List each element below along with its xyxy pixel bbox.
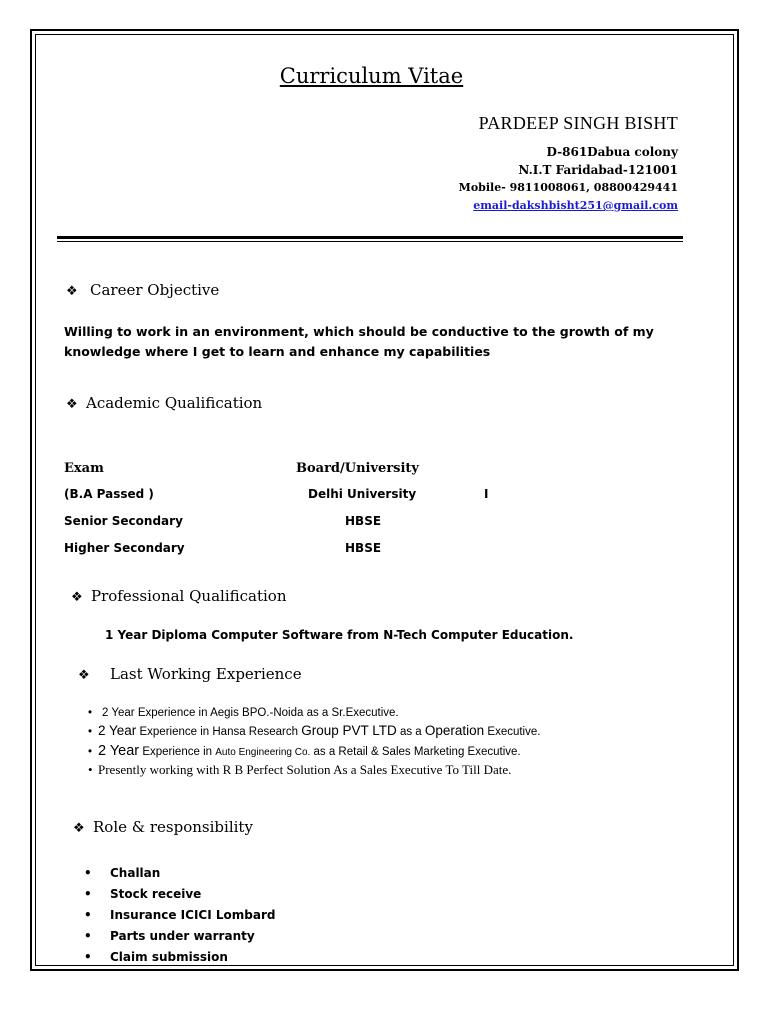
academic-heading-text: Academic Qualification xyxy=(86,394,263,412)
role-item: • Challan xyxy=(84,866,161,880)
address-line-1: D-861Dabua colony xyxy=(546,145,678,159)
address-line-2: N.I.T Faridabad-121001 xyxy=(518,163,678,177)
role-heading-text: Role & responsibility xyxy=(93,818,253,836)
role-item: • Parts under warranty xyxy=(84,929,255,943)
experience-item: • Presently working with R B Perfect Solution As a Sales Executive To Till Date. xyxy=(88,762,512,777)
mobile-numbers: Mobile- 9811008061, 08800429441 xyxy=(458,181,678,194)
role-heading xyxy=(73,818,253,836)
bullet-dot-icon: • xyxy=(84,866,92,880)
professional-qualification-text: 1 Year Diploma Computer Software from N-Tech Computer Education. xyxy=(105,628,574,642)
career-objective-heading-text: Career Objective xyxy=(90,281,220,299)
career-objective-heading xyxy=(66,281,219,299)
academic-row-board: Delhi University xyxy=(308,487,417,501)
header-divider-thick xyxy=(57,236,683,239)
experience-heading-text: Last Working Experience xyxy=(110,665,302,683)
bullet-dot-icon: • xyxy=(84,950,92,964)
professional-heading-text: Professional Qualification xyxy=(91,587,287,605)
header-divider-thin xyxy=(57,241,683,242)
bullet-dot-icon: • xyxy=(88,746,93,758)
diamond-bullet-icon: ❖ xyxy=(73,821,85,836)
bullet-dot-icon: • xyxy=(84,929,92,943)
professional-heading xyxy=(71,587,286,605)
academic-row-extra: I xyxy=(484,487,489,501)
academic-row-exam: Senior Secondary xyxy=(64,514,183,528)
experience-item: • 2 Year Experience in Auto Engineering Co. as a Retail & Sales Marketing Executive. xyxy=(88,743,521,759)
experience-item: • 2 Year Experience in Hansa Research Group PVT LTD as a Operation Executive. xyxy=(88,723,541,738)
column-header-board: Board/University xyxy=(296,461,419,476)
document-title: Curriculum Vitae xyxy=(279,64,464,88)
career-objective-line-1: Willing to work in an environment, which should be conductive to the growth of my xyxy=(64,324,654,339)
bullet-dot-icon: • xyxy=(88,762,93,777)
role-item: • Claim submission xyxy=(84,950,228,964)
experience-heading xyxy=(78,665,302,683)
role-item: • Stock receive xyxy=(84,887,202,901)
career-objective-line-2: knowledge where I get to learn and enhance my capabilities xyxy=(64,344,491,359)
bullet-dot-icon: • xyxy=(88,726,93,738)
academic-row-board: HBSE xyxy=(345,514,382,528)
diamond-bullet-icon: ❖ xyxy=(66,284,78,299)
academic-row-exam: Higher Secondary xyxy=(64,541,185,555)
diamond-bullet-icon: ❖ xyxy=(71,590,83,605)
bullet-dot-icon: • xyxy=(88,707,93,719)
bullet-dot-icon: • xyxy=(84,887,92,901)
role-item: • Insurance ICICI Lombard xyxy=(84,908,276,922)
diamond-bullet-icon: ❖ xyxy=(78,668,90,683)
academic-heading xyxy=(66,394,262,412)
diamond-bullet-icon: ❖ xyxy=(66,397,78,412)
academic-row-exam: (B.A Passed ) xyxy=(64,487,154,501)
email-link[interactable]: email-dakshbisht251@gmail.com xyxy=(473,199,678,212)
academic-row-board: HBSE xyxy=(345,541,382,555)
experience-item: • 2 Year Experience in Aegis BPO.-Noida as a Sr.Executive. xyxy=(88,707,399,719)
column-header-exam: Exam xyxy=(64,461,104,476)
bullet-dot-icon: • xyxy=(84,908,92,922)
candidate-name: PARDEEP SINGH BISHT xyxy=(478,113,678,133)
